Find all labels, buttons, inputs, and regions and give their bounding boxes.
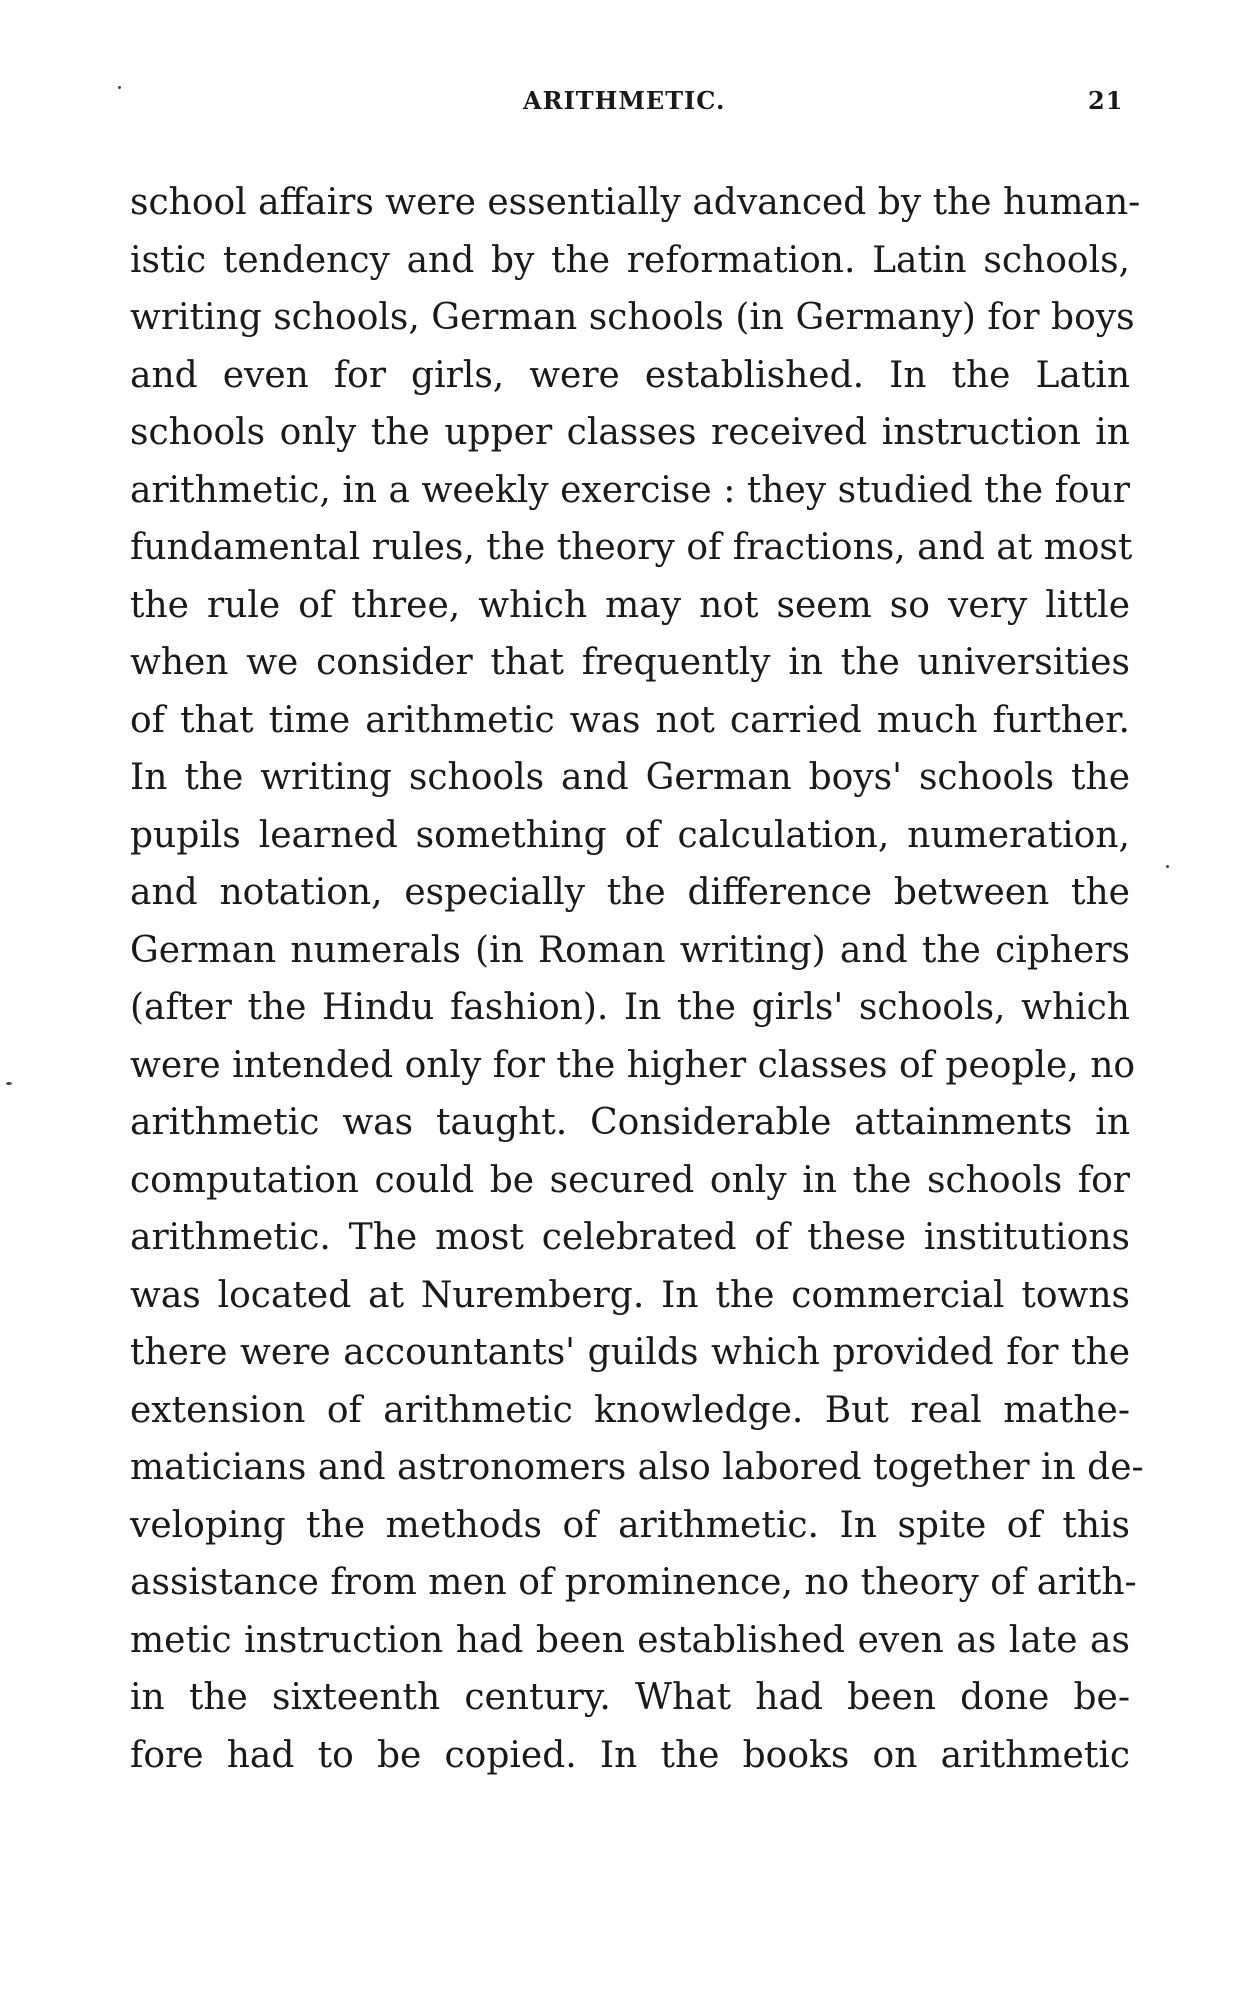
text-line: in the sixteenth century. What had been done be- [130,1677,1130,1718]
text-line: writing schools, German schools (in Germany) for boys [130,297,1135,338]
scan-speck [1166,865,1169,868]
text-line: (after the Hindu fashion). In the girls' schools, which [130,987,1130,1028]
text-line: German numerals (in Roman writing) and the ciphers [130,929,1130,971]
text-line: school affairs were essentially advanced by the human- [130,182,1141,223]
text-line: pupils learned something of calculation, numeration, [130,814,1130,856]
text-line: arithmetic was taught. Considerable attainments in [130,1102,1130,1143]
text-line: was located at Nuremberg. In the commercial towns [130,1274,1130,1316]
body-text [130,174,1144,1784]
text-line: istic tendency and by the reformation. Latin schools, [130,239,1130,281]
page-number: 21 [1088,86,1124,115]
text-line: of that time arithmetic was not carried much further. [130,699,1130,741]
text-line: fundamental rules, the theory of fractions, and at most [130,527,1133,568]
text-line: there were accountants' guilds which provided for the [130,1332,1130,1373]
scan-speck [118,86,121,89]
text-line: extension of arithmetic knowledge. But real mathe- [130,1389,1130,1431]
text-line: and even for girls, were established. In the Latin [130,354,1130,396]
text-line: arithmetic. The most celebrated of these institutions [130,1217,1130,1258]
text-line: schools only the upper classes received instruction in [130,412,1130,453]
text-line: and notation, especially the difference between the [130,872,1130,913]
text-line: assistance from men of prominence, no theory of arith- [130,1562,1137,1603]
text-line: veloping the methods of arithmetic. In spite of this [130,1504,1130,1546]
text-line: maticians and astronomers also labored together in de- [130,1447,1144,1488]
scan-speck [6,1082,12,1085]
text-line: arithmetic, in a weekly exercise : they studied the four [130,469,1130,511]
text-line: when we consider that frequently in the universities [130,642,1130,683]
text-line: fore had to be copied. In the books on arithmetic [130,1734,1130,1776]
text-line: the rule of three, which may not seem so very little [130,584,1130,626]
text-line: metic instruction had been established even as late as [130,1619,1130,1661]
running-title: ARITHMETIC. [523,86,726,115]
text-line: In the writing schools and German boys' schools the [130,757,1130,798]
running-head [0,86,1253,126]
text-line: computation could be secured only in the schools for [130,1159,1130,1201]
text-line: were intended only for the higher classes of people, no [130,1044,1136,1086]
